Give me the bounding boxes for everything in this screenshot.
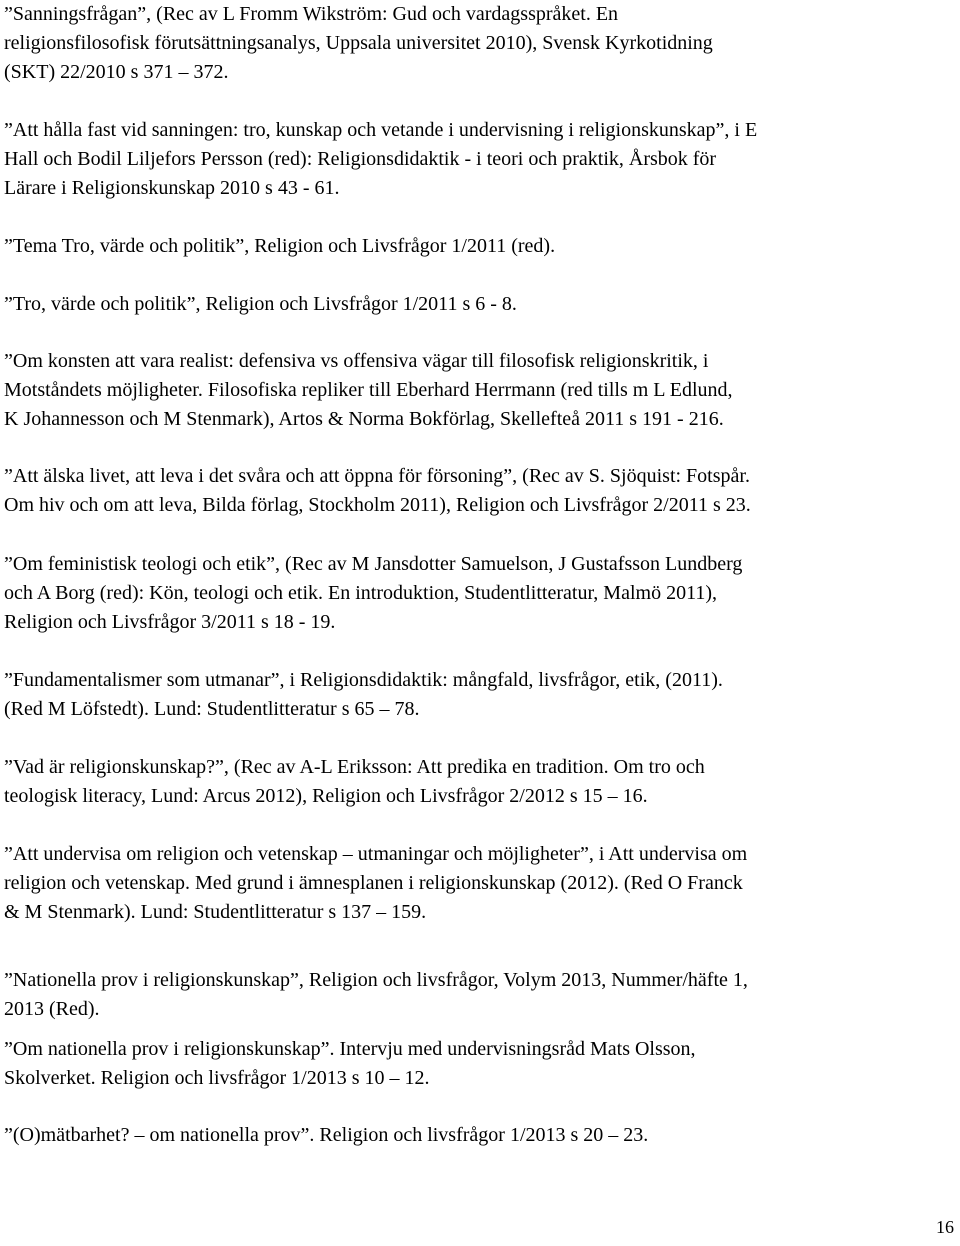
reference-entry: ”Nationella prov i religionskunskap”, Religion och livsfrågor, Volym 2013, Nummer/häfte 1, 2013 (Red). — [4, 969, 748, 1020]
reference-entry: ”Fundamentalismer som utmanar”, i Religionsdidaktik: mångfald, livsfrågor, etik, (2011). (Red M Löfstedt). Lund: Studentlitteratur s 65 – 78. — [4, 669, 723, 720]
reference-entry: ”Sanningsfrågan”, (Rec av L Fromm Wikström: Gud och vardagsspråket. En religionsfilosofisk förutsättningsanalys, Uppsala universitet 2010), Svensk Kyrkotidning (SKT) 22/2010 s 371 – 372. — [4, 3, 713, 83]
reference-entry: ”Om nationella prov i religionskunskap”. Intervju med undervisningsråd Mats Olsson, Skolverket. Religion och livsfrågor 1/2013 s 10 – 12. — [4, 1038, 696, 1089]
reference-entry: ”Att hålla fast vid sanningen: tro, kunskap och vetande i undervisning i religionskunskap”, i E Hall och Bodil Liljefors Persson (red): Religionsdidaktik - i teori och praktik, Årsbok för Lärare i Religionskunskap 2010 s 43 - 61. — [4, 119, 758, 199]
reference-entry: ”(O)mätbarhet? – om nationella prov”. Religion och livsfrågor 1/2013 s 20 – 23. — [4, 1124, 649, 1146]
reference-entry: ”Att älska livet, att leva i det svåra och att öppna för försoning”, (Rec av S. Sjöquist: Fotspår. Om hiv och om att leva, Bilda förlag, Stockholm 2011), Religion och Livsfrågor 2/2011 s 23. — [4, 465, 751, 516]
page-number: 16 — [936, 1217, 954, 1237]
reference-entry: ”Tro, värde och politik”, Religion och Livsfrågor 1/2011 s 6 - 8. — [4, 293, 517, 315]
reference-entry: ”Att undervisa om religion och vetenskap – utmaningar och möjligheter”, i Att undervisa om religion och vetenskap. Med grund i ämnesplanen i religionskunskap (2012). (Red O Franck & M Stenmark). Lund: Studentlitteratur s 137 – 159. — [4, 843, 748, 923]
reference-entry: ”Om feministisk teologi och etik”, (Rec av M Jansdotter Samuelson, J Gustafsson Lundberg och A Borg (red): Kön, teologi och etik. En introduktion, Studentlitteratur, Malmö 2011), Religion och Livsfrågor 3/2011 s 18 - 19. — [4, 553, 743, 633]
reference-entry: ”Om konsten att vara realist: defensiva vs offensiva vägar till filosofisk religionskritik, i Motståndets möjligheter. Filosofiska repliker till Eberhard Herrmann (red tills m L Edlund, K Johannesson och M Stenmark), Artos & Norma Bokförlag, Skellefteå 2011 s 191 - 216. — [4, 350, 733, 430]
reference-entry: ”Tema Tro, värde och politik”, Religion och Livsfrågor 1/2011 (red). — [4, 235, 556, 257]
reference-entry: ”Vad är religionskunskap?”, (Rec av A-L Eriksson: Att predika en tradition. Om tro och teologisk literacy, Lund: Arcus 2012), Religion och Livsfrågor 2/2012 s 15 – 16. — [4, 756, 705, 807]
